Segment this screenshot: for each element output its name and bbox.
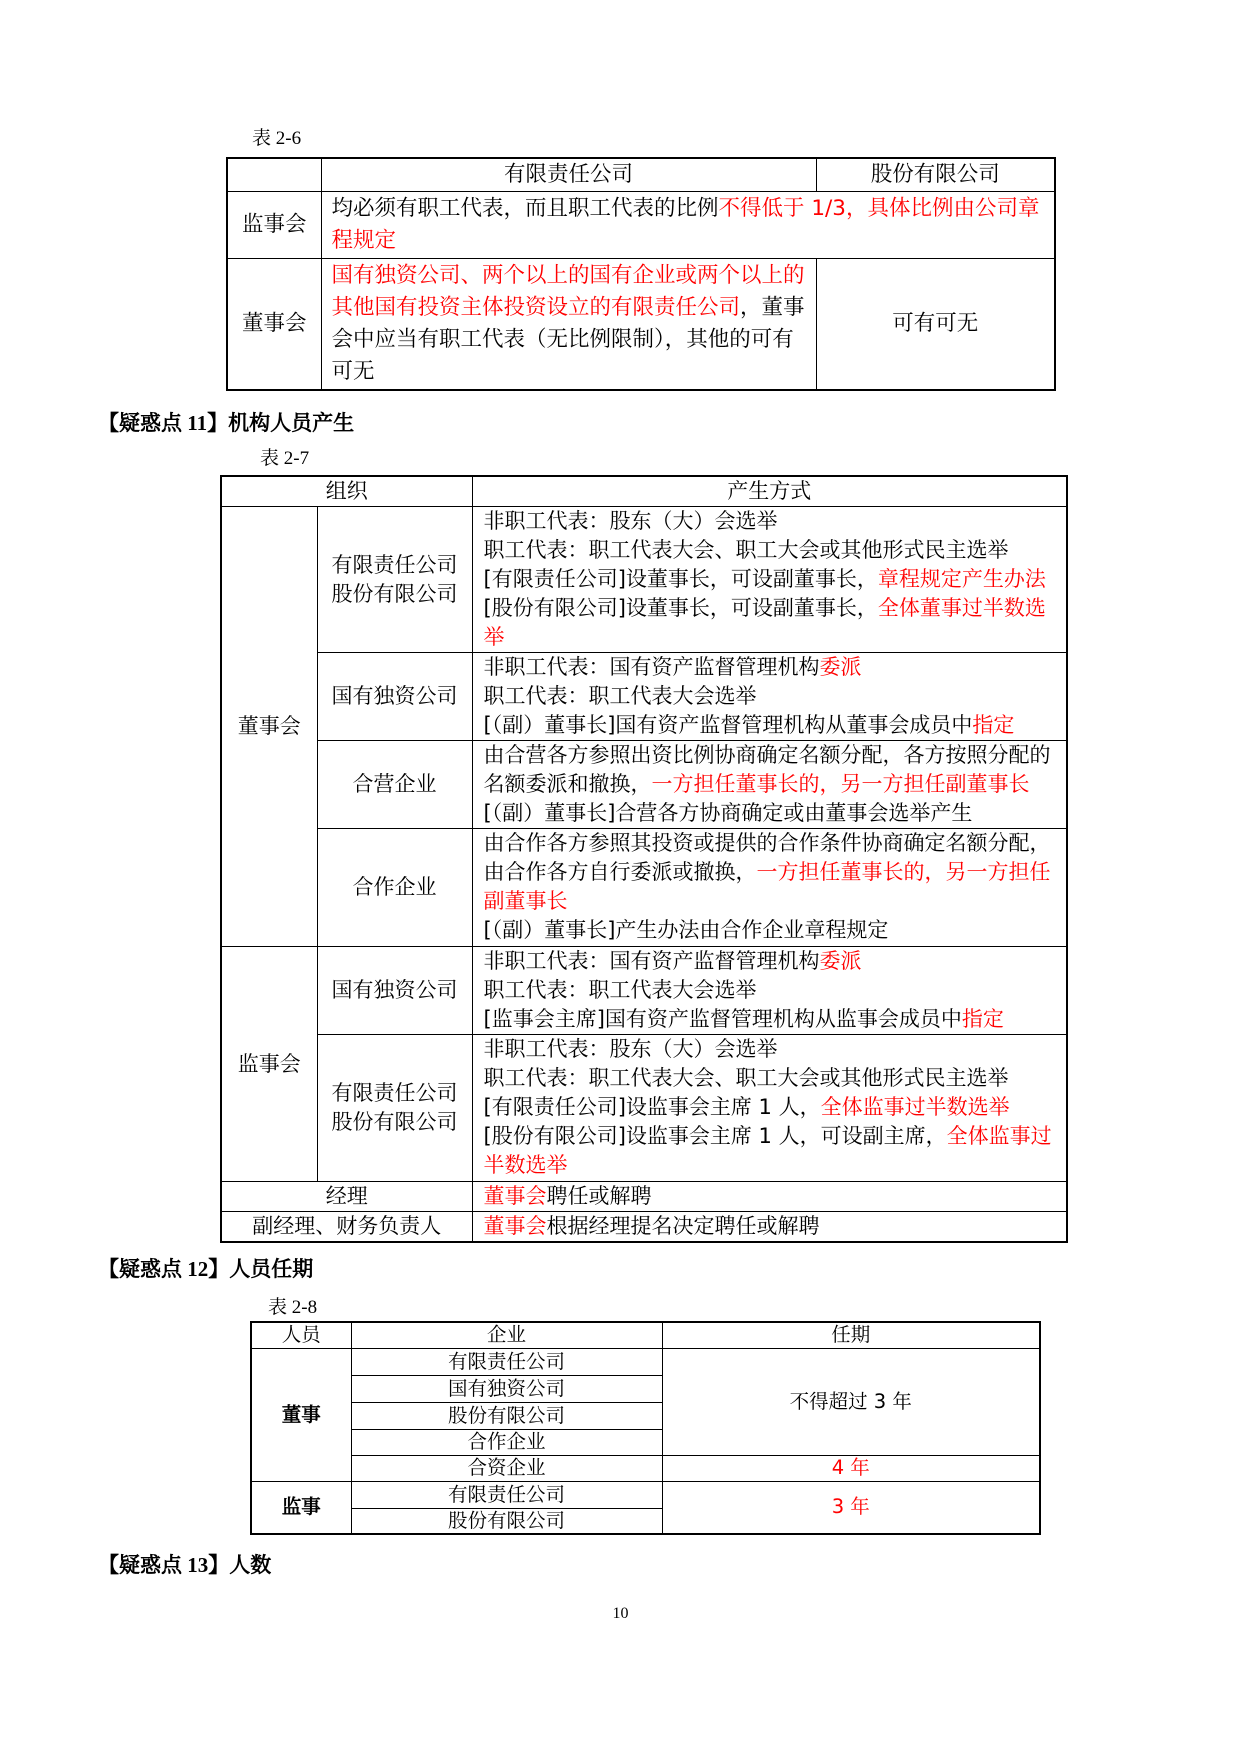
method-text: [有限责任公司]设董事长，可设副董事长，	[483, 567, 878, 591]
board-row-state-owned	[221, 653, 1067, 741]
header-llc: 有限责任公司	[321, 158, 816, 192]
enterprise-cell: 股份有限公司	[351, 1508, 662, 1534]
blank-header-cell	[227, 158, 321, 192]
method-text: 职工代表：职工代表大会选举	[483, 684, 757, 708]
method-line	[484, 565, 1064, 594]
rule-text-highlight: 不得低于 1/3，具体比例由公司章程规定	[331, 196, 1040, 253]
rule-text-highlight: 国有独资公司、两个以上的国有企业或两个以上的其他国有投资主体投资设立的有限责任公司	[331, 262, 805, 320]
method-text: 职工代表：职工代表大会、职工大会或其他形式民主选举	[483, 1066, 1009, 1090]
method-cell	[472, 507, 1067, 653]
method-text-highlight: 一方担任董事长的，另一方担任副董事长	[483, 860, 1051, 913]
method-text-highlight: 一方担任董事长的，另一方担任副董事长	[651, 772, 1030, 796]
row-label-board: 董事会	[227, 259, 321, 390]
method-cell	[472, 1035, 1067, 1182]
header-jsc: 股份有限公司	[816, 158, 1055, 192]
method-text-highlight: 章程规定产生办法	[877, 567, 1046, 591]
method-text-highlight: 全体监事过半数选举	[483, 1124, 1052, 1177]
method-line	[484, 1035, 1064, 1064]
method-line	[484, 536, 1064, 565]
method-text-highlight: 董事会	[483, 1214, 547, 1238]
header-row	[221, 476, 1067, 507]
method-text-highlight: 指定	[961, 1007, 1004, 1031]
method-text: [监事会主席]国有资产监督管理机构从监事会成员中	[483, 1007, 962, 1031]
method-text: [（副）董事长]产生办法由合作企业章程规定	[483, 918, 889, 942]
header-row	[251, 1322, 1040, 1348]
deputy-row	[221, 1212, 1067, 1243]
method-text: [（副）董事长]合营各方协商确定或由董事会选举产生	[483, 801, 973, 825]
method-text: 由合营各方参照出资比例协商确定名额分配，各方按照分配的名额委派和撤换，	[483, 743, 1051, 796]
table-row	[251, 1481, 1040, 1508]
entity-name: 国有独资公司	[331, 978, 458, 1002]
method-text-highlight: 委派	[819, 949, 862, 973]
entity-cell	[317, 507, 472, 653]
method-line	[484, 507, 1064, 536]
board-jsc-rule: 可有可无	[816, 259, 1055, 390]
method-cell	[472, 829, 1067, 947]
supervisory-row-llc-jsc	[221, 1035, 1067, 1182]
method-text-highlight: 董事会	[483, 1184, 547, 1208]
section-heading-13: 【疑惑点 13】人数	[98, 1553, 272, 1577]
method-cell	[472, 653, 1067, 741]
method-cell	[472, 1212, 1067, 1243]
table-2-7-caption: 表 2-7	[260, 448, 310, 469]
method-text: [有限责任公司]设监事会主席 1 人，	[483, 1095, 821, 1119]
page-number: 10	[612, 1605, 629, 1622]
entity-cell	[317, 829, 472, 947]
method-text: 职工代表：职工代表大会选举	[483, 978, 757, 1002]
header-term: 任期	[662, 1322, 1040, 1348]
entity-name: 国有独资公司	[331, 684, 458, 708]
supervisory-row-state-owned	[221, 947, 1067, 1035]
method-text: 根据经理提名决定聘任或解聘	[546, 1214, 820, 1238]
table-2-6-caption: 表 2-6	[252, 128, 302, 149]
method-line	[484, 976, 1064, 1005]
supervisory-board-rule	[321, 192, 1055, 259]
header-row	[227, 158, 1055, 192]
group-label-supervisors: 监事	[251, 1481, 351, 1534]
method-text-highlight: 指定	[972, 713, 1015, 737]
entity-cell	[317, 741, 472, 829]
board-row	[227, 259, 1055, 390]
header-enterprise: 企业	[351, 1322, 662, 1348]
method-text-highlight: 全体董事过半数选举	[483, 596, 1046, 649]
section-heading-11: 【疑惑点 11】机构人员产生	[98, 411, 355, 435]
method-text: 非职工代表：国有资产监督管理机构	[483, 949, 820, 973]
method-line	[484, 1005, 1064, 1034]
enterprise-cell: 有限责任公司	[351, 1348, 662, 1375]
supervisory-board-row	[227, 192, 1055, 259]
method-line	[484, 711, 1064, 740]
entity-name: 股份有限公司	[331, 1110, 458, 1134]
method-line	[484, 829, 1064, 916]
manager-label: 经理	[221, 1182, 472, 1212]
board-row-llc-jsc	[221, 507, 1067, 653]
entity-name: 有限责任公司	[331, 1081, 458, 1105]
method-line	[484, 1122, 1064, 1180]
board-row-coop-jv	[221, 829, 1067, 947]
method-line	[484, 741, 1064, 799]
method-cell	[472, 741, 1067, 829]
method-text-highlight: 全体监事过半数选举	[820, 1095, 1010, 1119]
table-2-8-caption: 表 2-8	[268, 1297, 318, 1318]
enterprise-cell: 国有独资公司	[351, 1375, 662, 1402]
section-heading-12: 【疑惑点 12】人员任期	[98, 1257, 314, 1281]
group-label-supervisory-board: 监事会	[221, 947, 317, 1182]
table-2-8	[250, 1321, 1041, 1535]
enterprise-cell: 合资企业	[351, 1455, 662, 1481]
method-line	[484, 653, 1064, 682]
manager-row	[221, 1182, 1067, 1212]
method-text: 非职工代表：股东（大）会选举	[483, 509, 778, 533]
table-2-7	[220, 475, 1068, 1243]
method-line	[484, 916, 1064, 945]
board-llc-rule	[321, 259, 816, 390]
entity-cell	[317, 1035, 472, 1182]
group-label-board: 董事会	[221, 507, 317, 947]
enterprise-cell: 股份有限公司	[351, 1402, 662, 1429]
method-text: [股份有限公司]设董事长，可设副董事长，	[483, 596, 878, 620]
entity-cell	[317, 653, 472, 741]
method-text: 非职工代表：股东（大）会选举	[483, 1037, 778, 1061]
method-line	[484, 1064, 1064, 1093]
method-text: 职工代表：职工代表大会、职工大会或其他形式民主选举	[483, 538, 1009, 562]
entity-name: 股份有限公司	[331, 581, 458, 606]
term-cell: 不得超过 3 年	[662, 1348, 1040, 1455]
entity-name: 合营企业	[352, 772, 437, 796]
method-cell	[472, 1182, 1067, 1212]
method-text: 由合作各方参照其投资或提供的合作条件协商确定名额分配，由合作各方自行委派或撤换，	[483, 831, 1051, 884]
method-line	[484, 1093, 1064, 1122]
header-method: 产生方式	[472, 476, 1067, 507]
group-label-directors: 董事	[251, 1348, 351, 1481]
method-line	[484, 947, 1064, 976]
header-person: 人员	[251, 1322, 351, 1348]
method-text: 非职工代表：国有资产监督管理机构	[483, 655, 820, 679]
table-row	[251, 1455, 1040, 1481]
method-text: [（副）董事长]国有资产监督管理机构从董事会成员中	[483, 713, 973, 737]
entity-name: 合作企业	[352, 875, 437, 899]
table-row	[251, 1348, 1040, 1375]
deputy-label: 副经理、财务负责人	[221, 1212, 472, 1243]
table-2-6	[226, 157, 1056, 391]
method-text: 聘任或解聘	[546, 1184, 652, 1208]
rule-text: 均必须有职工代表，而且职工代表的比例	[331, 196, 719, 221]
method-line	[484, 799, 1064, 828]
method-text-highlight: 委派	[819, 655, 862, 679]
method-text: [股份有限公司]设监事会主席 1 人，可设副主席，	[483, 1124, 947, 1148]
method-line	[484, 594, 1064, 652]
method-line	[484, 682, 1064, 711]
row-label-supervisory-board: 监事会	[227, 192, 321, 259]
rule-text: ，董事会中应当有职工代表（无比例限制），其他的可有可无	[331, 294, 805, 384]
board-row-equity-jv	[221, 741, 1067, 829]
header-org: 组织	[221, 476, 472, 507]
entity-cell	[317, 947, 472, 1035]
method-cell	[472, 947, 1067, 1035]
enterprise-cell: 有限责任公司	[351, 1481, 662, 1508]
term-cell-highlight: 3 年	[662, 1481, 1040, 1534]
entity-name: 有限责任公司	[331, 552, 458, 577]
term-cell-highlight: 4 年	[662, 1455, 1040, 1481]
enterprise-cell: 合作企业	[351, 1429, 662, 1455]
